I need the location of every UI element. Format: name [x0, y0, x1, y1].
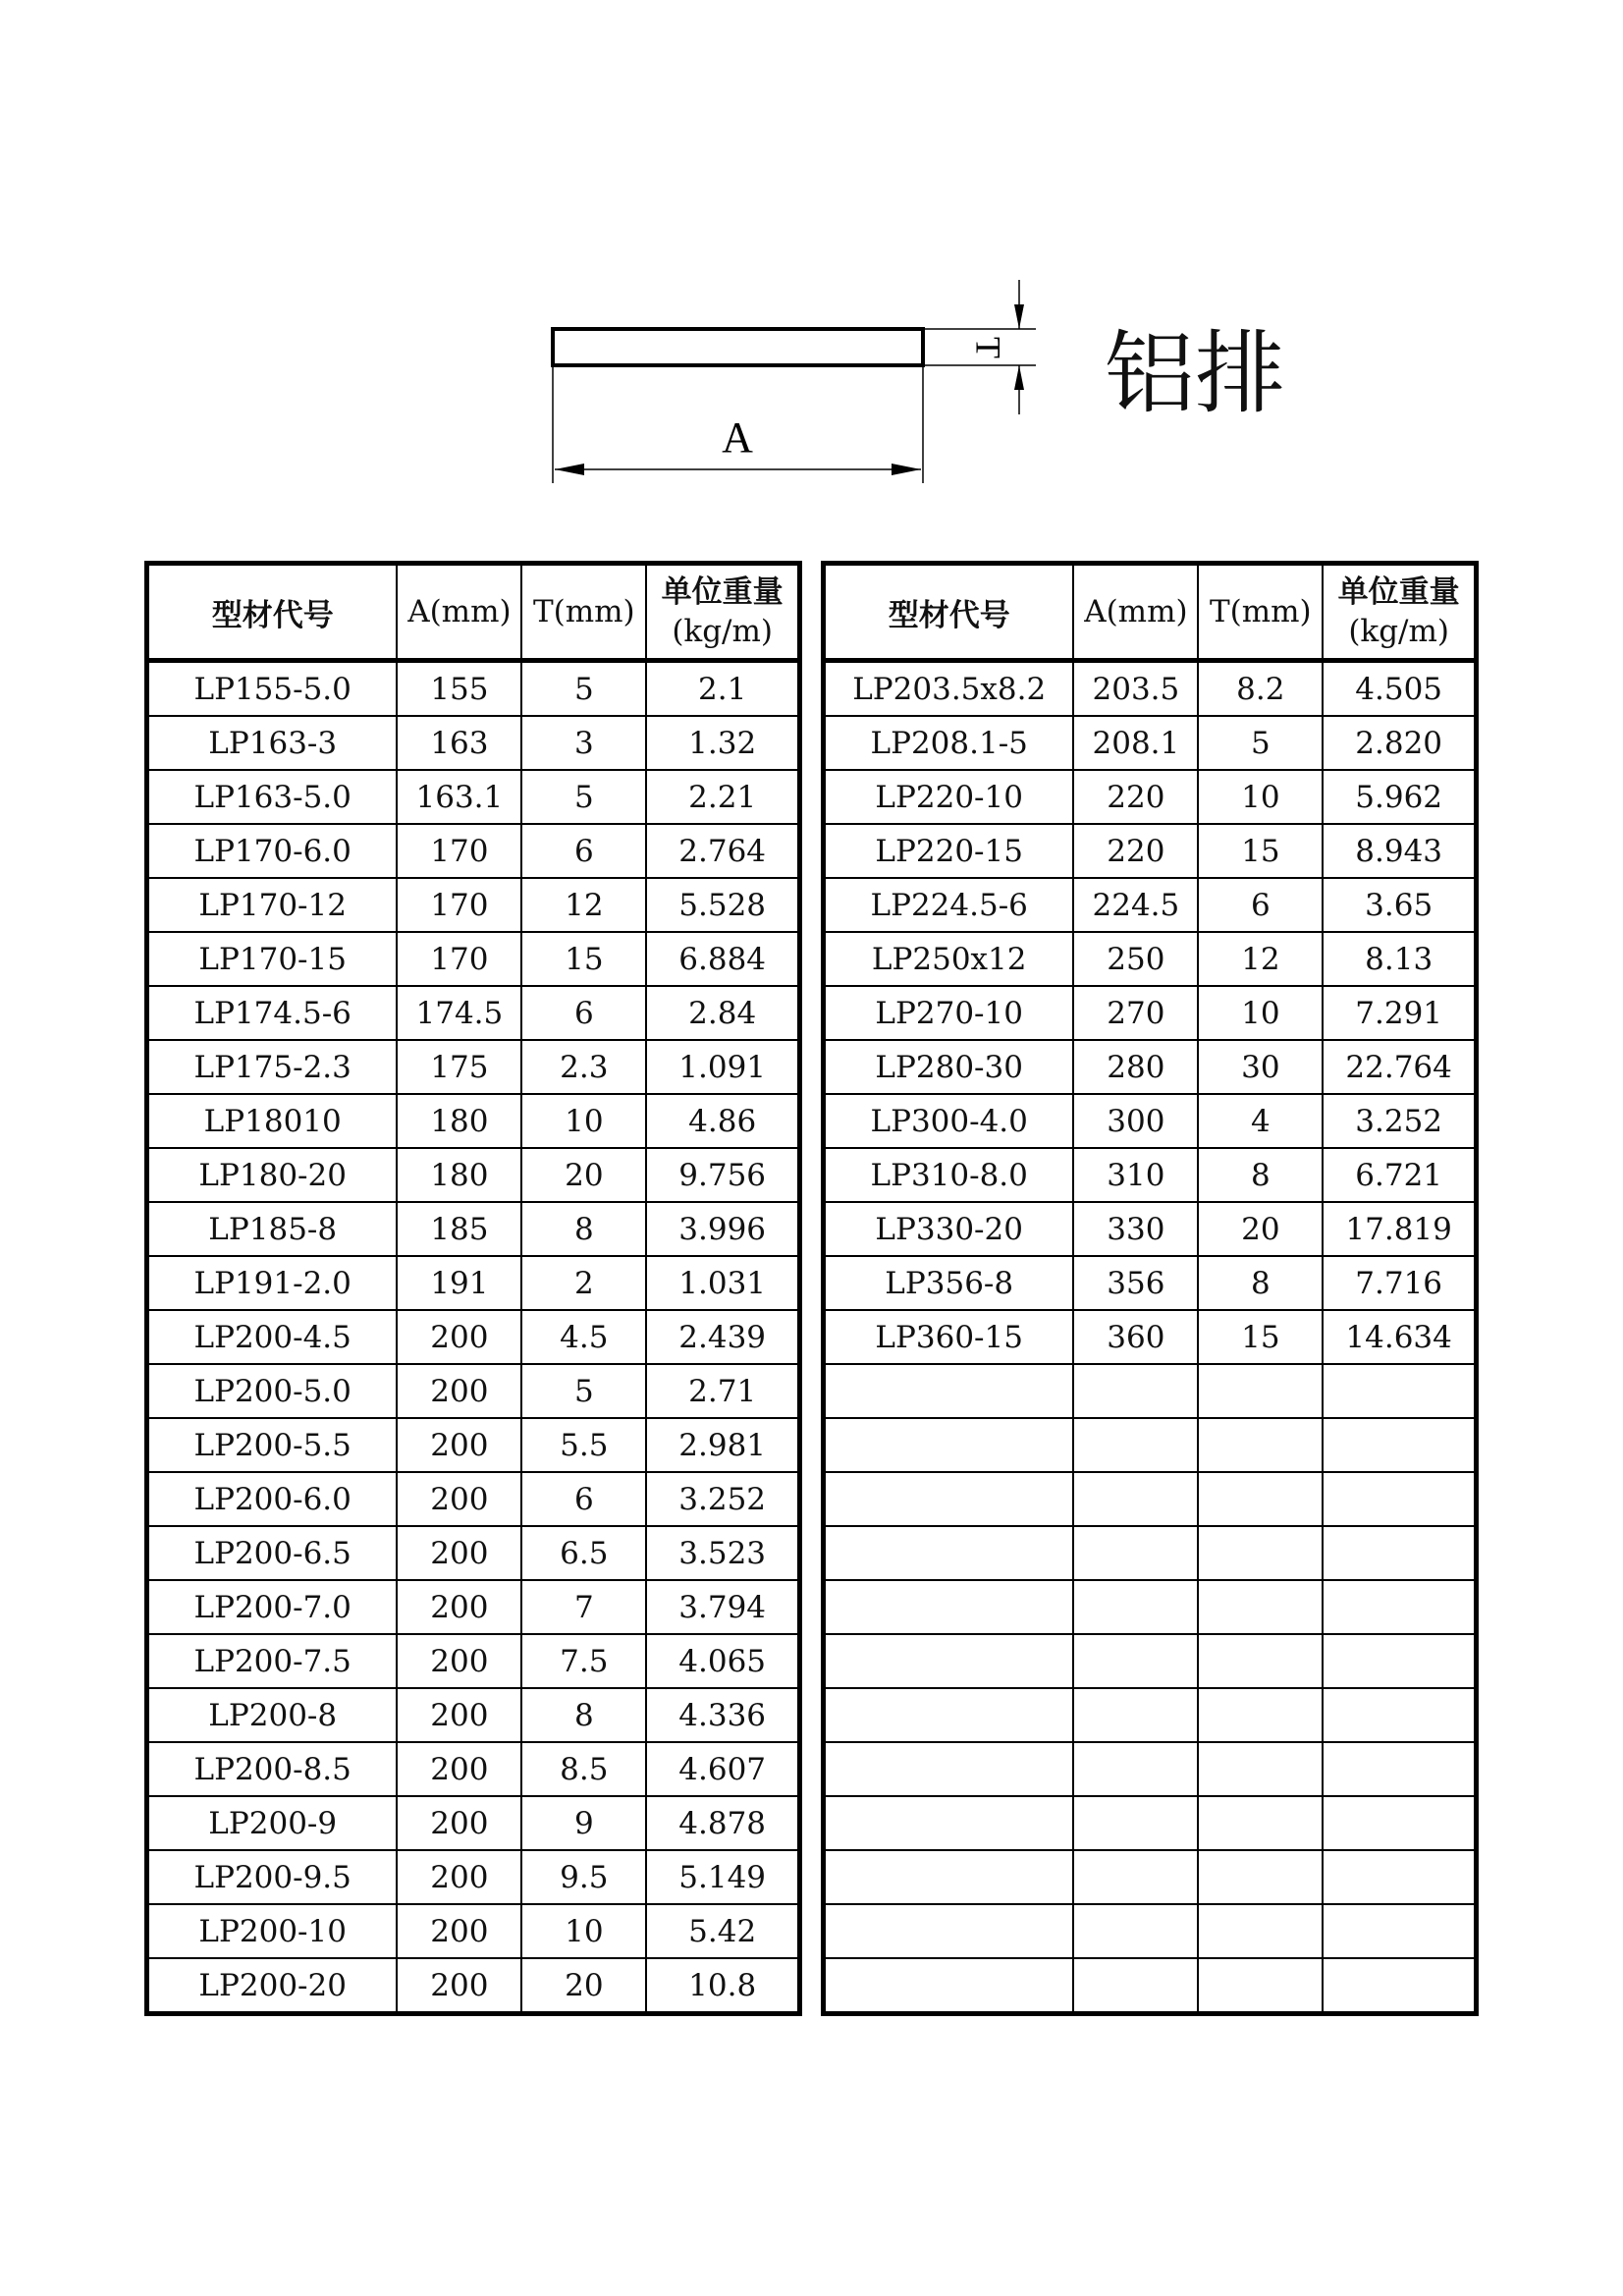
cell-profile-code: LP200-9.5	[147, 1850, 398, 1904]
cell-width-a: 174.5	[397, 986, 521, 1040]
header-unit-weight	[1323, 564, 1476, 661]
cell-width-a: 200	[397, 1580, 521, 1634]
cell-profile-code	[824, 1958, 1074, 2014]
table-row	[147, 932, 800, 986]
table-row	[147, 1688, 800, 1742]
cell-unit-weight	[1323, 1688, 1476, 1742]
cell-thickness-t: 20	[521, 1958, 646, 2014]
cell-profile-code: LP180-20	[147, 1148, 398, 1202]
cell-thickness-t: 5	[1198, 716, 1323, 770]
cell-unit-weight: 2.820	[1323, 716, 1476, 770]
cell-width-a: 170	[397, 878, 521, 932]
header-width-a: A(mm)	[1073, 564, 1198, 661]
cell-unit-weight	[1323, 1526, 1476, 1580]
cell-unit-weight: 6.721	[1323, 1148, 1476, 1202]
cell-unit-weight: 2.981	[646, 1418, 799, 1472]
cell-thickness-t: 12	[521, 878, 646, 932]
cell-thickness-t: 9	[521, 1796, 646, 1850]
table-row	[824, 1904, 1477, 1958]
cell-thickness-t: 6	[1198, 878, 1323, 932]
cell-width-a: 300	[1073, 1094, 1198, 1148]
cell-unit-weight: 5.962	[1323, 770, 1476, 824]
cell-profile-code: LP200-10	[147, 1904, 398, 1958]
cell-profile-code: LP200-9	[147, 1796, 398, 1850]
cell-unit-weight: 3.252	[1323, 1094, 1476, 1148]
cell-unit-weight: 4.878	[646, 1796, 799, 1850]
cell-profile-code: LP174.5-6	[147, 986, 398, 1040]
cell-thickness-t: 5	[521, 1364, 646, 1418]
cell-thickness-t: 20	[521, 1148, 646, 1202]
cell-profile-code: LP360-15	[824, 1310, 1074, 1364]
dimension-label-a: A	[722, 413, 753, 462]
table-row	[824, 1418, 1477, 1472]
cell-unit-weight	[1323, 1364, 1476, 1418]
table-row	[147, 986, 800, 1040]
cell-profile-code	[824, 1364, 1074, 1418]
cell-profile-code: LP270-10	[824, 986, 1074, 1040]
table-row	[147, 1526, 800, 1580]
cell-thickness-t: 4.5	[521, 1310, 646, 1364]
cell-unit-weight: 1.32	[646, 716, 799, 770]
cell-profile-code: LP224.5-6	[824, 878, 1074, 932]
cell-unit-weight	[1323, 1796, 1476, 1850]
header-width-a: A(mm)	[397, 564, 521, 661]
cell-unit-weight: 7.291	[1323, 986, 1476, 1040]
cell-thickness-t: 2.3	[521, 1040, 646, 1094]
cell-profile-code: LP220-10	[824, 770, 1074, 824]
table-row	[824, 1310, 1477, 1364]
cell-width-a: 356	[1073, 1256, 1198, 1310]
cell-profile-code: LP163-5.0	[147, 770, 398, 824]
cell-width-a: 180	[397, 1094, 521, 1148]
cell-unit-weight	[1323, 1742, 1476, 1796]
table-row	[824, 1634, 1477, 1688]
cell-width-a: 191	[397, 1256, 521, 1310]
table-row	[824, 1256, 1477, 1310]
cell-width-a: 224.5	[1073, 878, 1198, 932]
cell-thickness-t: 20	[1198, 1202, 1323, 1256]
cell-profile-code: LP18010	[147, 1094, 398, 1148]
cell-thickness-t	[1198, 1634, 1323, 1688]
table-row	[147, 1148, 800, 1202]
cell-width-a	[1073, 1634, 1198, 1688]
table-row	[824, 932, 1477, 986]
cell-profile-code: LP200-8	[147, 1688, 398, 1742]
table-row	[147, 1850, 800, 1904]
cell-width-a: 175	[397, 1040, 521, 1094]
cell-width-a: 200	[397, 1418, 521, 1472]
table-row	[824, 1094, 1477, 1148]
cell-width-a: 200	[397, 1310, 521, 1364]
cell-width-a	[1073, 1958, 1198, 2014]
cell-thickness-t: 9.5	[521, 1850, 646, 1904]
cell-unit-weight: 4.86	[646, 1094, 799, 1148]
cell-width-a: 330	[1073, 1202, 1198, 1256]
cell-width-a: 200	[397, 1364, 521, 1418]
aluminum-bar-diagram	[0, 0, 1623, 511]
cell-unit-weight: 3.794	[646, 1580, 799, 1634]
cell-width-a	[1073, 1904, 1198, 1958]
cell-profile-code	[824, 1580, 1074, 1634]
table-row	[824, 1688, 1477, 1742]
cell-thickness-t: 7	[521, 1580, 646, 1634]
cell-thickness-t	[1198, 1796, 1323, 1850]
header-unit-weight-unit: (kg/m)	[672, 614, 773, 649]
table-row	[147, 1742, 800, 1796]
cell-thickness-t: 6	[521, 1472, 646, 1526]
cell-profile-code: LP356-8	[824, 1256, 1074, 1310]
cell-profile-code: LP220-15	[824, 824, 1074, 878]
cell-unit-weight: 8.943	[1323, 824, 1476, 878]
cell-thickness-t	[1198, 1526, 1323, 1580]
cell-thickness-t: 15	[1198, 824, 1323, 878]
cell-profile-code: LP175-2.3	[147, 1040, 398, 1094]
cell-profile-code	[824, 1688, 1074, 1742]
cell-width-a: 200	[397, 1526, 521, 1580]
cell-width-a: 220	[1073, 824, 1198, 878]
cell-thickness-t: 10	[521, 1094, 646, 1148]
header-thickness-t: T(mm)	[1198, 564, 1323, 661]
cell-profile-code	[824, 1472, 1074, 1526]
cell-profile-code: LP200-5.0	[147, 1364, 398, 1418]
table-row	[824, 1958, 1477, 2014]
cell-unit-weight	[1323, 1418, 1476, 1472]
table-row	[147, 1958, 800, 2014]
cell-unit-weight	[1323, 1850, 1476, 1904]
cell-thickness-t: 12	[1198, 932, 1323, 986]
cell-profile-code	[824, 1850, 1074, 1904]
table-row	[147, 878, 800, 932]
cell-width-a	[1073, 1850, 1198, 1904]
table-row	[824, 770, 1477, 824]
cell-width-a: 200	[397, 1958, 521, 2014]
cell-unit-weight	[1323, 1472, 1476, 1526]
cell-thickness-t: 7.5	[521, 1634, 646, 1688]
cell-width-a: 200	[397, 1688, 521, 1742]
cell-profile-code: LP203.5x8.2	[824, 661, 1074, 717]
cell-profile-code: LP310-8.0	[824, 1148, 1074, 1202]
cell-width-a: 170	[397, 932, 521, 986]
cell-width-a: 170	[397, 824, 521, 878]
cell-unit-weight: 7.716	[1323, 1256, 1476, 1310]
cell-profile-code: LP185-8	[147, 1202, 398, 1256]
cell-unit-weight: 8.13	[1323, 932, 1476, 986]
cell-width-a: 180	[397, 1148, 521, 1202]
table-row	[824, 716, 1477, 770]
cell-thickness-t: 3	[521, 716, 646, 770]
cell-thickness-t: 8	[1198, 1256, 1323, 1310]
dimension-label-t: T	[968, 337, 1008, 358]
cell-thickness-t	[1198, 1688, 1323, 1742]
cell-thickness-t: 5	[521, 770, 646, 824]
cell-unit-weight: 14.634	[1323, 1310, 1476, 1364]
cell-profile-code: LP250x12	[824, 932, 1074, 986]
cell-thickness-t: 5	[521, 661, 646, 717]
table-header-row	[147, 564, 800, 661]
cell-unit-weight: 1.091	[646, 1040, 799, 1094]
cell-profile-code: LP200-20	[147, 1958, 398, 2014]
cell-thickness-t: 6	[521, 824, 646, 878]
table-row	[147, 1418, 800, 1472]
cell-unit-weight: 5.528	[646, 878, 799, 932]
cell-width-a: 200	[397, 1472, 521, 1526]
table-row	[824, 1472, 1477, 1526]
cell-thickness-t: 15	[1198, 1310, 1323, 1364]
cell-unit-weight: 3.523	[646, 1526, 799, 1580]
cell-unit-weight: 22.764	[1323, 1040, 1476, 1094]
table-row	[147, 1040, 800, 1094]
cell-unit-weight: 2.1	[646, 661, 799, 717]
table-row	[147, 1310, 800, 1364]
cell-width-a: 270	[1073, 986, 1198, 1040]
table-row	[147, 1256, 800, 1310]
table-row	[824, 986, 1477, 1040]
cell-profile-code: LP170-6.0	[147, 824, 398, 878]
cell-thickness-t	[1198, 1958, 1323, 2014]
table-row	[147, 1580, 800, 1634]
cell-width-a	[1073, 1742, 1198, 1796]
cell-unit-weight: 4.607	[646, 1742, 799, 1796]
cell-width-a: 163.1	[397, 770, 521, 824]
header-profile-code: 型材代号	[147, 564, 398, 661]
cell-thickness-t	[1198, 1904, 1323, 1958]
cell-profile-code	[824, 1634, 1074, 1688]
cell-width-a: 185	[397, 1202, 521, 1256]
cell-unit-weight: 3.252	[646, 1472, 799, 1526]
table-header-row	[824, 564, 1477, 661]
cell-profile-code: LP191-2.0	[147, 1256, 398, 1310]
table-row	[824, 1364, 1477, 1418]
cell-width-a	[1073, 1688, 1198, 1742]
header-unit-weight-unit: (kg/m)	[1348, 614, 1449, 649]
cell-profile-code: LP155-5.0	[147, 661, 398, 717]
cell-width-a	[1073, 1526, 1198, 1580]
cell-unit-weight: 4.336	[646, 1688, 799, 1742]
cell-thickness-t: 5.5	[521, 1418, 646, 1472]
cell-profile-code: LP200-8.5	[147, 1742, 398, 1796]
cell-unit-weight: 17.819	[1323, 1202, 1476, 1256]
cell-unit-weight	[1323, 1634, 1476, 1688]
cell-width-a: 200	[397, 1796, 521, 1850]
cell-thickness-t	[1198, 1742, 1323, 1796]
cell-profile-code: LP170-12	[147, 878, 398, 932]
cell-unit-weight: 6.884	[646, 932, 799, 986]
table-row	[147, 1202, 800, 1256]
cell-unit-weight: 2.84	[646, 986, 799, 1040]
table-row	[824, 1526, 1477, 1580]
cell-profile-code: LP280-30	[824, 1040, 1074, 1094]
bar-cross-section	[553, 329, 923, 365]
table-row	[147, 824, 800, 878]
cell-width-a: 200	[397, 1634, 521, 1688]
cell-profile-code: LP200-6.0	[147, 1472, 398, 1526]
table-row	[824, 1580, 1477, 1634]
cell-thickness-t: 6	[521, 986, 646, 1040]
cell-thickness-t	[1198, 1472, 1323, 1526]
table-row	[147, 716, 800, 770]
table-row	[824, 1796, 1477, 1850]
header-unit-weight	[646, 564, 799, 661]
table-row	[824, 1850, 1477, 1904]
cell-thickness-t: 15	[521, 932, 646, 986]
spec-table-right	[821, 561, 1479, 2016]
cell-thickness-t	[1198, 1850, 1323, 1904]
spec-table-left	[144, 561, 802, 2016]
cell-width-a	[1073, 1418, 1198, 1472]
table-row	[147, 1472, 800, 1526]
cell-width-a: 208.1	[1073, 716, 1198, 770]
thickness-arrowhead-top	[1014, 304, 1024, 329]
cell-profile-code	[824, 1418, 1074, 1472]
cell-width-a	[1073, 1472, 1198, 1526]
cell-profile-code	[824, 1742, 1074, 1796]
cell-unit-weight: 4.505	[1323, 661, 1476, 717]
cell-thickness-t	[1198, 1580, 1323, 1634]
thickness-arrowhead-bottom	[1014, 365, 1024, 390]
cell-thickness-t	[1198, 1364, 1323, 1418]
table-row	[824, 878, 1477, 932]
cell-unit-weight: 4.065	[646, 1634, 799, 1688]
arrowhead-left	[555, 464, 584, 475]
cell-unit-weight	[1323, 1904, 1476, 1958]
cell-unit-weight: 3.65	[1323, 878, 1476, 932]
table-row	[824, 1040, 1477, 1094]
cell-width-a: 200	[397, 1850, 521, 1904]
cell-width-a: 200	[397, 1904, 521, 1958]
cell-thickness-t: 4	[1198, 1094, 1323, 1148]
cell-thickness-t: 2	[521, 1256, 646, 1310]
cell-profile-code: LP200-4.5	[147, 1310, 398, 1364]
cell-profile-code: LP300-4.0	[824, 1094, 1074, 1148]
cell-profile-code: LP170-15	[147, 932, 398, 986]
table-row	[824, 661, 1477, 717]
cell-unit-weight: 2.439	[646, 1310, 799, 1364]
table-row	[147, 1364, 800, 1418]
table-row	[147, 770, 800, 824]
header-profile-code: 型材代号	[824, 564, 1074, 661]
cell-unit-weight: 2.764	[646, 824, 799, 878]
page-title: 铝排	[1105, 321, 1286, 426]
arrowhead-right	[892, 464, 921, 475]
header-unit-weight-label: 单位重量	[1337, 574, 1460, 610]
cell-width-a	[1073, 1580, 1198, 1634]
table-row	[147, 661, 800, 717]
table-row	[824, 1148, 1477, 1202]
cell-profile-code: LP163-3	[147, 716, 398, 770]
cell-thickness-t: 8	[1198, 1148, 1323, 1202]
cell-profile-code: LP200-5.5	[147, 1418, 398, 1472]
cell-thickness-t: 10	[521, 1904, 646, 1958]
cell-thickness-t: 10	[1198, 986, 1323, 1040]
table-row	[824, 1742, 1477, 1796]
table-row	[147, 1634, 800, 1688]
cell-profile-code: LP330-20	[824, 1202, 1074, 1256]
cell-thickness-t: 8.2	[1198, 661, 1323, 717]
cell-unit-weight: 10.8	[646, 1958, 799, 2014]
cell-width-a: 250	[1073, 932, 1198, 986]
cell-unit-weight	[1323, 1958, 1476, 2014]
cell-unit-weight: 5.42	[646, 1904, 799, 1958]
cell-width-a: 220	[1073, 770, 1198, 824]
cell-thickness-t: 8	[521, 1202, 646, 1256]
cell-unit-weight: 1.031	[646, 1256, 799, 1310]
cell-width-a: 200	[397, 1742, 521, 1796]
cell-thickness-t: 8.5	[521, 1742, 646, 1796]
cell-profile-code	[824, 1796, 1074, 1850]
cell-profile-code	[824, 1526, 1074, 1580]
cell-width-a: 360	[1073, 1310, 1198, 1364]
cell-thickness-t: 10	[1198, 770, 1323, 824]
table-row	[824, 824, 1477, 878]
cell-unit-weight: 2.21	[646, 770, 799, 824]
cell-unit-weight	[1323, 1580, 1476, 1634]
table-row	[147, 1904, 800, 1958]
cell-width-a: 155	[397, 661, 521, 717]
cell-thickness-t: 6.5	[521, 1526, 646, 1580]
cell-unit-weight: 9.756	[646, 1148, 799, 1202]
cell-width-a	[1073, 1364, 1198, 1418]
cell-width-a: 163	[397, 716, 521, 770]
table-row	[824, 1202, 1477, 1256]
cell-width-a	[1073, 1796, 1198, 1850]
cell-thickness-t: 8	[521, 1688, 646, 1742]
cell-profile-code: LP200-6.5	[147, 1526, 398, 1580]
cell-width-a: 203.5	[1073, 661, 1198, 717]
cell-profile-code: LP200-7.5	[147, 1634, 398, 1688]
table-row	[147, 1094, 800, 1148]
header-thickness-t: T(mm)	[521, 564, 646, 661]
cell-width-a: 310	[1073, 1148, 1198, 1202]
cell-profile-code	[824, 1904, 1074, 1958]
cell-unit-weight: 3.996	[646, 1202, 799, 1256]
cell-unit-weight: 2.71	[646, 1364, 799, 1418]
cell-width-a: 280	[1073, 1040, 1198, 1094]
header-unit-weight-label: 单位重量	[661, 574, 784, 610]
cell-unit-weight: 5.149	[646, 1850, 799, 1904]
table-row	[147, 1796, 800, 1850]
cell-profile-code: LP200-7.0	[147, 1580, 398, 1634]
cell-thickness-t	[1198, 1418, 1323, 1472]
cell-profile-code: LP208.1-5	[824, 716, 1074, 770]
cell-thickness-t: 30	[1198, 1040, 1323, 1094]
